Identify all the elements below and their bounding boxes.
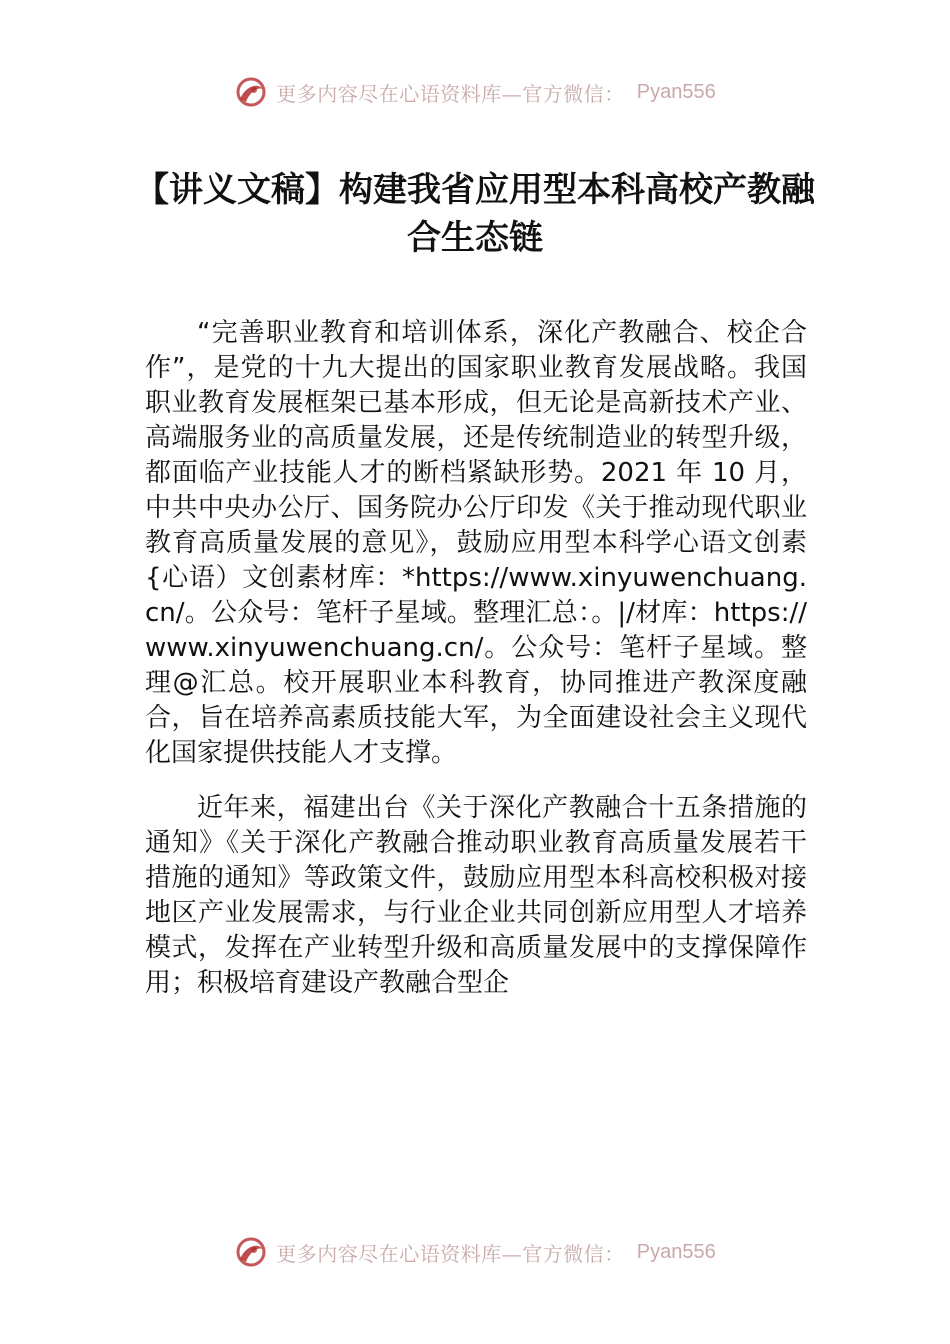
- page-footer-banner: [0, 1232, 950, 1272]
- swirl-logo-icon: [234, 1235, 268, 1269]
- page-header-banner: [0, 72, 950, 112]
- footer-banner-content: [234, 1235, 715, 1269]
- body-paragraph-1: “完善职业教育和培训体系，深化产教融合、校企合作”，是党的十九大提出的国家职业教育发展战略。我国职业教育发展框架已基本形成，但无论是高新技术产业、高端服务业的高质量发展，还是传统制造业的转型升级，都面临产业技能人才的断档紧缺形势。2021 年 10 月，中共中央办公厅、国务院办公厅印发《关于推动现代职业教育高质量发展的意见》，鼓励应用型本科学心语文创素{心语）文创素材库：*https://www.xinyuwenchuang.cn/。公众号：笔杆子星域。整理汇总：。|/材库：https://www.xinyuwenchuang.cn/。公众号：笔杆子星域。整理@汇总。校开展职业本科教育，协同推进产教深度融合，旨在培养高素质技能大军，为全面建设社会主义现代化国家提供技能人才支撑。: [145, 318, 807, 768]
- document-body: [145, 316, 807, 1021]
- footer-wechat-handle: Pyan556: [636, 1240, 716, 1263]
- header-banner-text: 更多内容尽在心语资料库—官方微信：: [276, 81, 625, 106]
- body-paragraph-2: 近年来，福建出台《关于深化产教融合十五条措施的通知》《关于深化产教融合推动职业教育高质量发展若干措施的通知》等政策文件，鼓励应用型本科高校积极对接地区产业发展需求，与行业企业共同创新应用型人才培养模式，发挥在产业转型升级和高质量发展中的支撑保障作用；积极培育建设产教融合型企: [145, 793, 807, 998]
- swirl-logo-icon: [234, 75, 268, 109]
- header-wechat-handle: Pyan556: [636, 80, 716, 103]
- document-title: 【讲义文稿】构建我省应用型本科高校产教融合生态链: [135, 170, 815, 258]
- header-banner-content: [234, 75, 715, 109]
- footer-banner-text: 更多内容尽在心语资料库—官方微信：: [276, 1241, 625, 1266]
